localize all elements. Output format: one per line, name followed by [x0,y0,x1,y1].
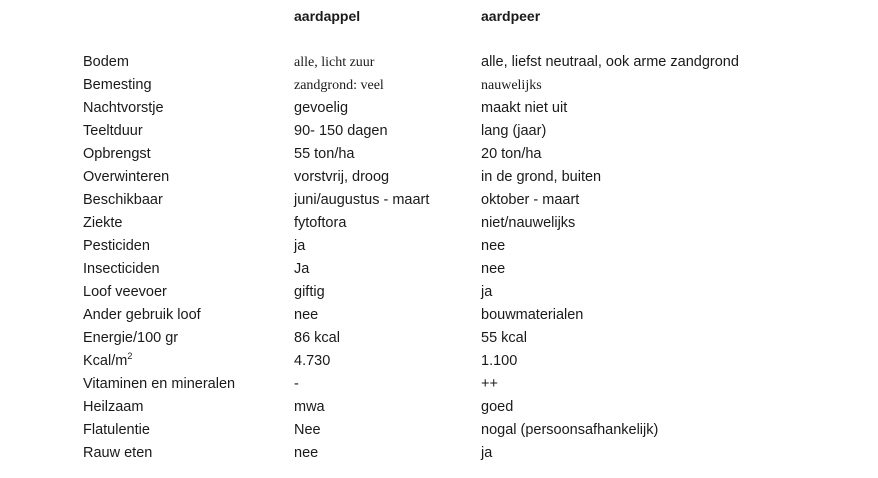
aardappel-value: zandgrond: veel [294,78,384,93]
row-label-superscript: 2 [127,351,133,362]
table-row [0,168,878,191]
table-row [0,283,878,306]
aardappel-value: mwa [294,399,325,415]
aardappel-value: juni/augustus - maart [294,192,430,208]
aardappel-value: 55 ton/ha [294,146,355,162]
row-label: Ziekte [83,215,123,231]
aardpeer-value: nee [481,261,506,277]
aardappel-value: ja [294,238,306,254]
aardpeer-value: ja [481,284,493,300]
table-row [0,421,878,444]
table-row [0,76,878,99]
aardpeer-value: 55 kcal [481,330,527,346]
aardpeer-value: bouwmaterialen [481,307,584,323]
row-label: Insecticiden [83,261,160,277]
table-row [0,237,878,260]
table-row [0,306,878,329]
table-row [0,260,878,283]
aardpeer-value: nauwelijks [481,78,542,93]
aardappel-value: Ja [294,261,310,277]
aardpeer-value: oktober - maart [481,192,580,208]
row-label: Beschikbaar [83,192,163,208]
row-label: Ander gebruik loof [83,307,201,323]
aardappel-value: alle, licht zuur [294,55,375,70]
row-label: Opbrengst [83,146,151,162]
row-label: Bodem [83,54,129,70]
row-label: Heilzaam [83,399,144,415]
aardpeer-value: ++ [481,376,498,392]
column-header-aardappel: aardappel [294,8,361,24]
aardpeer-value: lang (jaar) [481,123,547,139]
aardappel-value: nee [294,307,319,323]
aardappel-value: gevoelig [294,100,349,116]
row-label: Pesticiden [83,238,150,254]
row-label-text: Kcal/m [83,353,128,369]
aardappel-value: vorstvrij, droog [294,169,390,185]
row-label: Teeltduur [83,123,143,139]
aardappel-value: 4.730 [294,353,331,369]
row-label: Overwinteren [83,169,170,185]
table-row [0,122,878,145]
aardappel-value: giftig [294,284,325,300]
aardpeer-value: niet/nauwelijks [481,215,576,231]
row-label: Energie/100 gr [83,330,179,346]
aardpeer-value: ja [481,445,493,461]
aardpeer-value: alle, liefst neutraal, ook arme zandgrond [481,54,739,70]
table-row [0,375,878,398]
row-label: Nachtvorstje [83,100,164,116]
aardappel-value: 90- 150 dagen [294,123,388,139]
table-row [0,99,878,122]
aardappel-value: nee [294,445,319,461]
aardpeer-value: in de grond, buiten [481,169,602,185]
table-row [0,145,878,168]
aardpeer-value: nogal (persoonsafhankelijk) [481,422,659,438]
table-row [0,398,878,421]
aardpeer-value: 20 ton/ha [481,146,542,162]
aardappel-value: fytoftora [294,215,347,231]
aardpeer-value: goed [481,399,514,415]
table-row [0,329,878,352]
row-label: Bemesting [83,77,152,93]
aardappel-value: Nee [294,422,321,438]
table-row [0,352,878,375]
aardpeer-value: nee [481,238,506,254]
table-row [0,53,878,76]
row-label: Rauw eten [83,445,153,461]
aardappel-value: - [294,376,299,392]
row-label: Loof veevoer [83,284,167,300]
table-row [0,214,878,237]
table-row [0,444,878,467]
aardappel-value: 86 kcal [294,330,340,346]
aardpeer-value: 1.100 [481,353,518,369]
table-row [0,191,878,214]
column-header-aardpeer: aardpeer [481,8,541,24]
row-label [83,352,132,371]
row-label: Vitaminen en mineralen [83,376,236,392]
row-label: Flatulentie [83,422,150,438]
comparison-table [0,53,878,467]
aardpeer-value: maakt niet uit [481,100,568,116]
